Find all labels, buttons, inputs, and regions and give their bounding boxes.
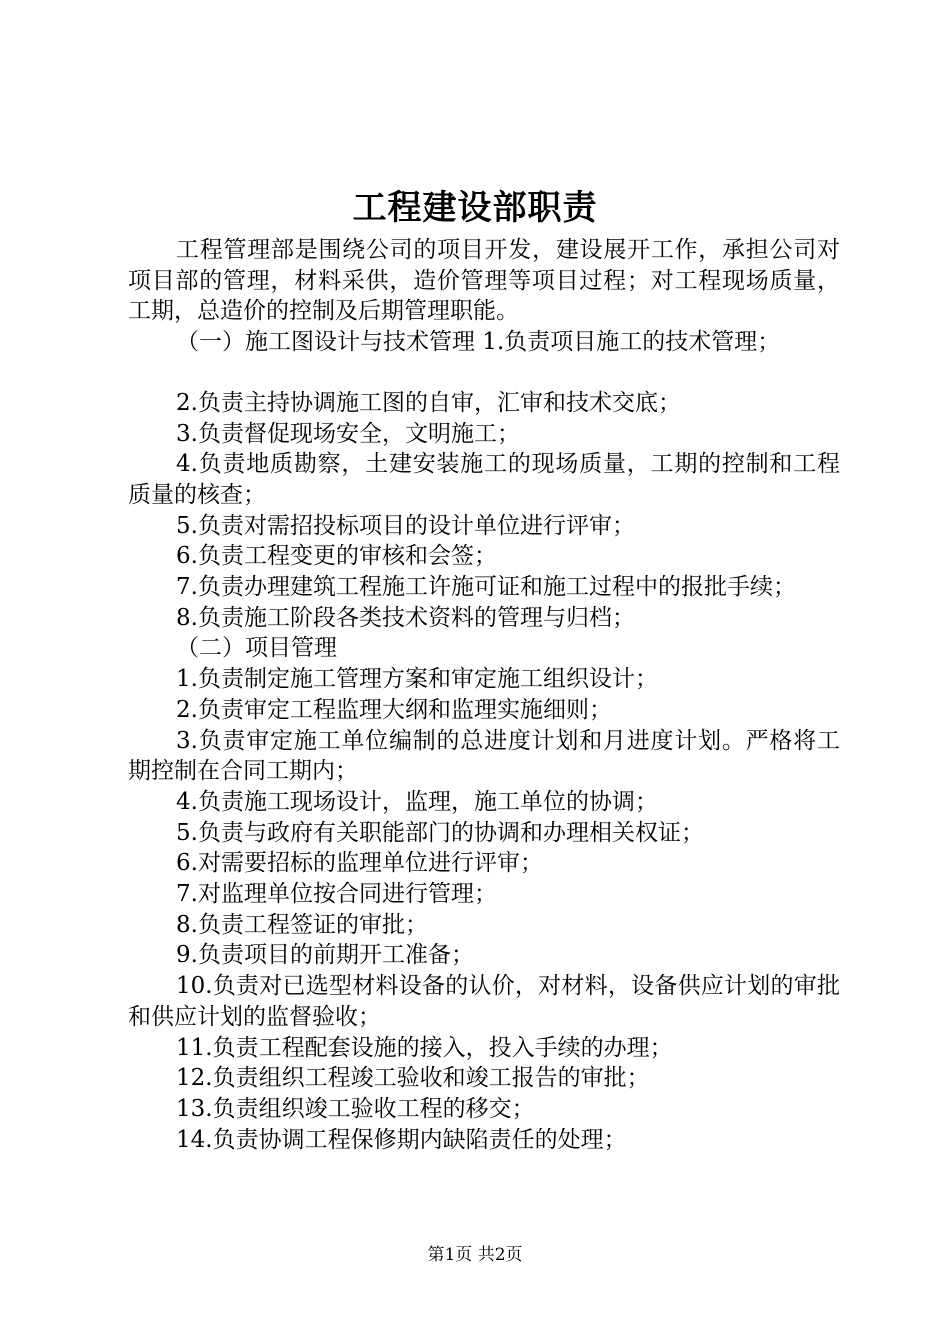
list-item: 11.负责工程配套设施的接入，投入手续的办理； — [176, 1034, 673, 1061]
list-item: 5.负责与政府有关职能部门的协调和办理相关权证； — [176, 819, 704, 846]
list-item: 14.负责协调工程保修期内缺陷责任的处理； — [176, 1126, 627, 1153]
list-item: 13.负责组织竣工验收工程的移交； — [176, 1095, 535, 1122]
list-item: 9.负责项目的前期开工准备； — [176, 942, 474, 969]
list-item: 5.负责对需招投标项目的设计单位进行评审； — [176, 512, 635, 539]
list-item: 4.负责地质勘察，土建安装施工的现场质量，工期的控制和工程质量的核查； — [128, 451, 840, 508]
document-body — [128, 235, 840, 1155]
paragraph-section-1-heading: （一）施工图设计与技术管理 1.负责项目施工的技术管理； — [176, 329, 781, 356]
page-footer: 第1页 共2页 — [427, 1245, 523, 1265]
list-item: 1.负责制定施工管理方案和审定施工组织设计； — [176, 666, 658, 693]
paragraph-section-2-heading: （二）项目管理 — [176, 635, 337, 662]
list-item: 12.负责组织工程竣工验收和竣工报告的审批； — [176, 1065, 650, 1092]
list-item: 2.负责主持协调施工图的自审，汇审和技术交底； — [176, 389, 681, 416]
list-item: 8.负责施工阶段各类技术资料的管理与归档； — [176, 604, 635, 631]
list-item: 3.负责督促现场安全，文明施工； — [176, 420, 520, 447]
list-item: 4.负责施工现场设计，监理，施工单位的协调； — [176, 788, 658, 815]
list-item: 7.负责办理建筑工程施工许施可证和施工过程中的报批手续； — [176, 574, 796, 601]
document-title: 工程建设部职责 — [352, 188, 598, 228]
list-item: 10.负责对已选型材料设备的认价，对材料，设备供应计划的审批和供应计划的监督验收； — [128, 973, 840, 1030]
list-item: 2.负责审定工程监理大纲和监理实施细则； — [176, 696, 612, 723]
paragraph-intro: 工程管理部是围绕公司的项目开发，建设展开工作，承担公司对项目部的管理，材料采供，造价管理等项目过程；对工程现场质量，工期，总造价的控制及后期管理职能。 — [128, 237, 840, 325]
list-item: 6.负责工程变更的审核和会签； — [176, 543, 497, 570]
list-item: 7.对监理单位按合同进行管理； — [176, 881, 497, 908]
list-item: 3.负责审定施工单位编制的总进度计划和月进度计划。严格将工期控制在合同工期内； — [128, 727, 840, 785]
list-item: 8.负责工程签证的审批； — [176, 911, 428, 938]
list-item: 6.对需要招标的监理单位进行评审； — [176, 850, 543, 877]
